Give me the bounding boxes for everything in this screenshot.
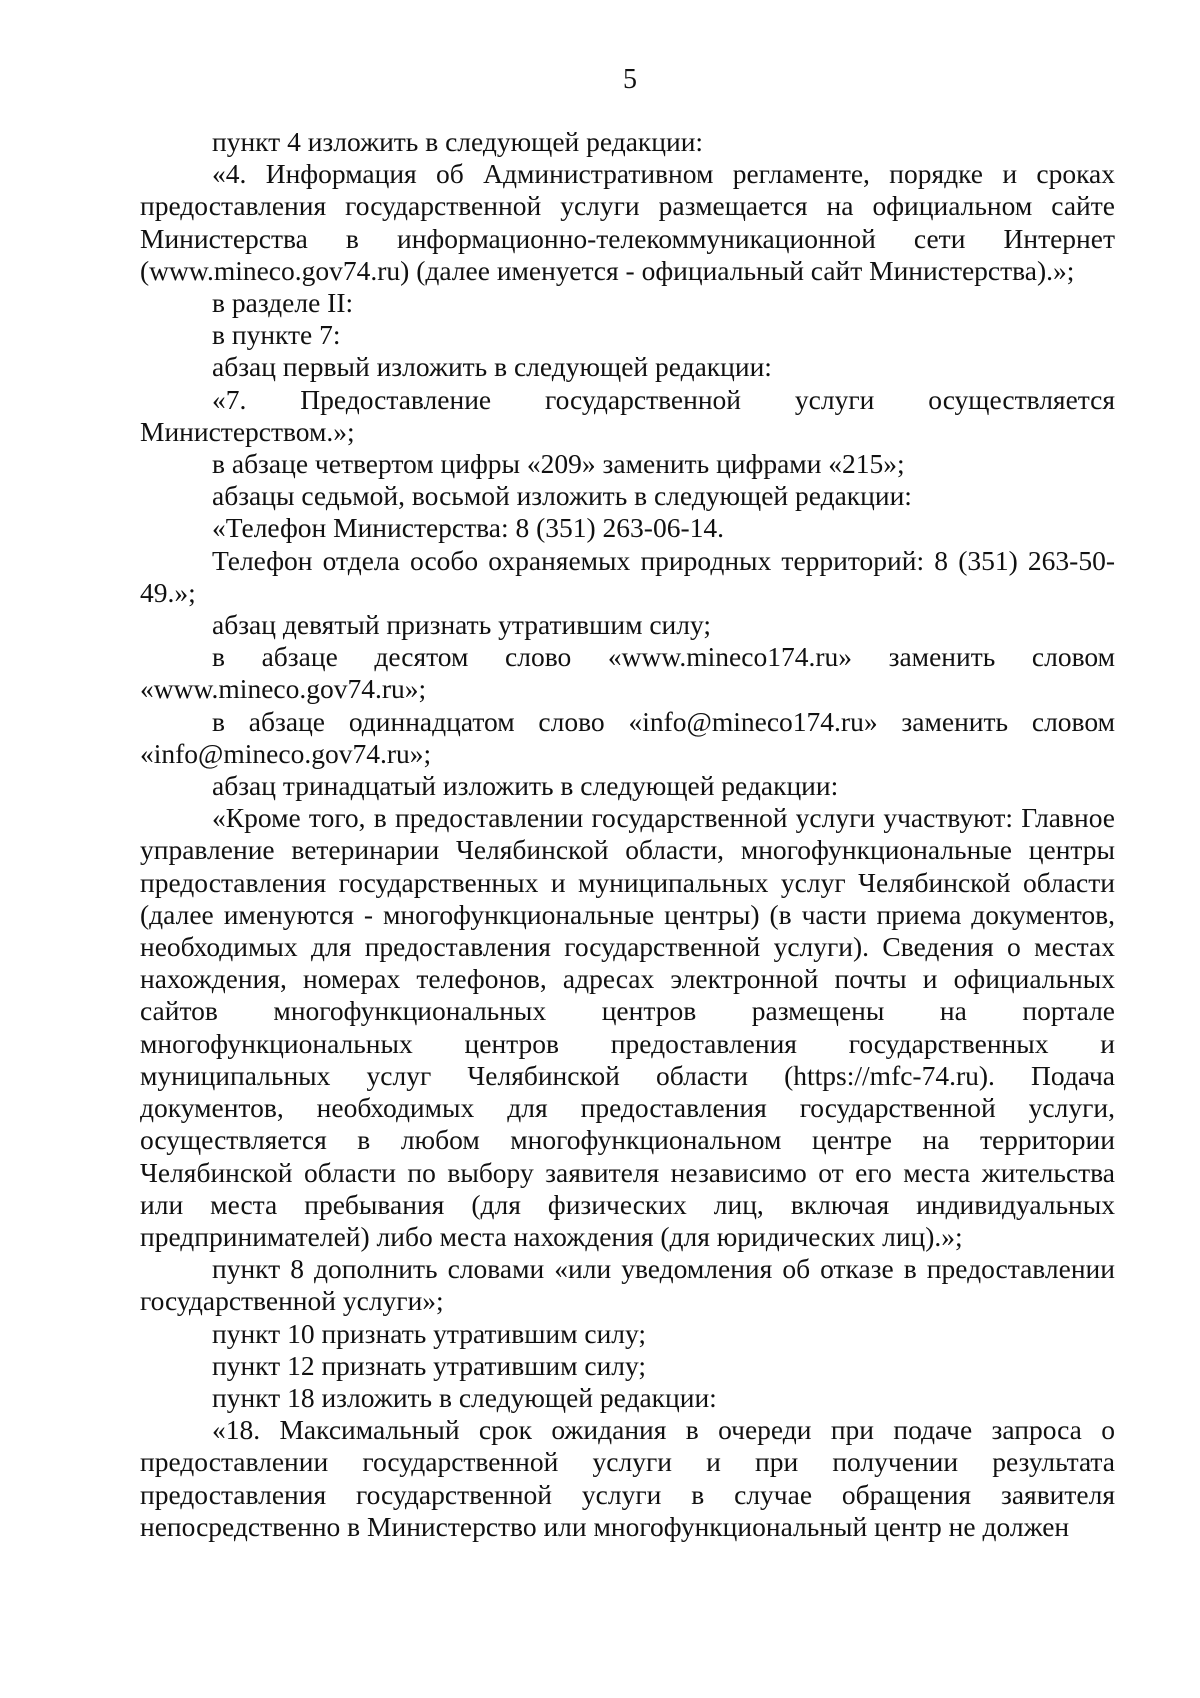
paragraph: пункт 10 признать утратившим силу; (212, 1317, 647, 1349)
paragraph: «Телефон Министерства: 8 (351) 263-06-14. (212, 512, 724, 544)
paragraph: пункт 8 дополнить словами «или уведомления об отказе в предоставлении государственной услуги»; (140, 1253, 1115, 1317)
paragraph: Телефон отдела особо охраняемых природных территорий: 8 (351) 263-50-49.»; (140, 544, 1115, 608)
paragraph: «18. Максимальный срок ожидания в очереди при подаче запроса о предоставлении государственной услуги и при получении результата предоставления государственной услуги в случае обращения заявителя непосредственно в Министерство или многофункциональный центр не должен (140, 1414, 1115, 1542)
paragraph: пункт 12 признать утратившим силу; (212, 1349, 647, 1381)
paragraph: в разделе II: (212, 287, 354, 319)
paragraph: абзацы седьмой, восьмой изложить в следующей редакции: (212, 480, 912, 512)
page-number: 5 (623, 64, 637, 95)
paragraph: в абзаце десятом слово «www.mineco174.ru» заменить словом «www.mineco.gov74.ru»; (140, 641, 1115, 705)
paragraph: «7. Предоставление государственной услуги осуществляется Министерством.»; (140, 383, 1115, 447)
document-body (140, 126, 1115, 1543)
paragraph: пункт 4 изложить в следующей редакции: (212, 126, 704, 157)
paragraph: абзац первый изложить в следующей редакции: (212, 351, 772, 383)
paragraph: в абзаце одиннадцатом слово «info@mineco174.ru» заменить словом «info@mineco.gov74.ru»; (140, 705, 1115, 769)
paragraph: в абзаце четвертом цифры «209» заменить цифрами «215»; (212, 448, 905, 480)
paragraph: абзац девятый признать утратившим силу; (212, 609, 712, 641)
paragraph: «Кроме того, в предоставлении государственной услуги участвуют: Главное управление ветеринарии Челябинской области, многофункциональные центры предоставления государственных и муниципальных услуг Челябинской области (далее именуются - многофункциональные центры) (в части приема документов, необходимых для предоставления государственной услуги). Сведения о местах нахождения, номерах телефонов, адресах электронной почты и официальных сайтов многофункциональных центров размещены на портале многофункциональных центров предоставления государственных и муниципальных услуг Челябинской области (https://mfc-74.ru). Подача документов, необходимых для предоставления государственной услуги, осуществляется в любом многофункциональном центре на территории Челябинской области по выбору заявителя независимо от его места жительства или места пребывания (для физических лиц, включая индивидуальных предпринимателей) либо места нахождения (для юридических лиц).»; (140, 802, 1115, 1252)
paragraph: «4. Информация об Административном регламенте, порядке и сроках предоставления государственной услуги размещается на официальном сайте Министерства в информационно-телекоммуникационной сети Интернет (www.mineco.gov74.ru) (далее именуется - официальный сайт Министерства).»; (140, 158, 1115, 286)
paragraph: абзац тринадцатый изложить в следующей редакции: (212, 770, 839, 802)
paragraph: пункт 18 изложить в следующей редакции: (212, 1381, 717, 1413)
paragraph: в пункте 7: (212, 319, 341, 351)
